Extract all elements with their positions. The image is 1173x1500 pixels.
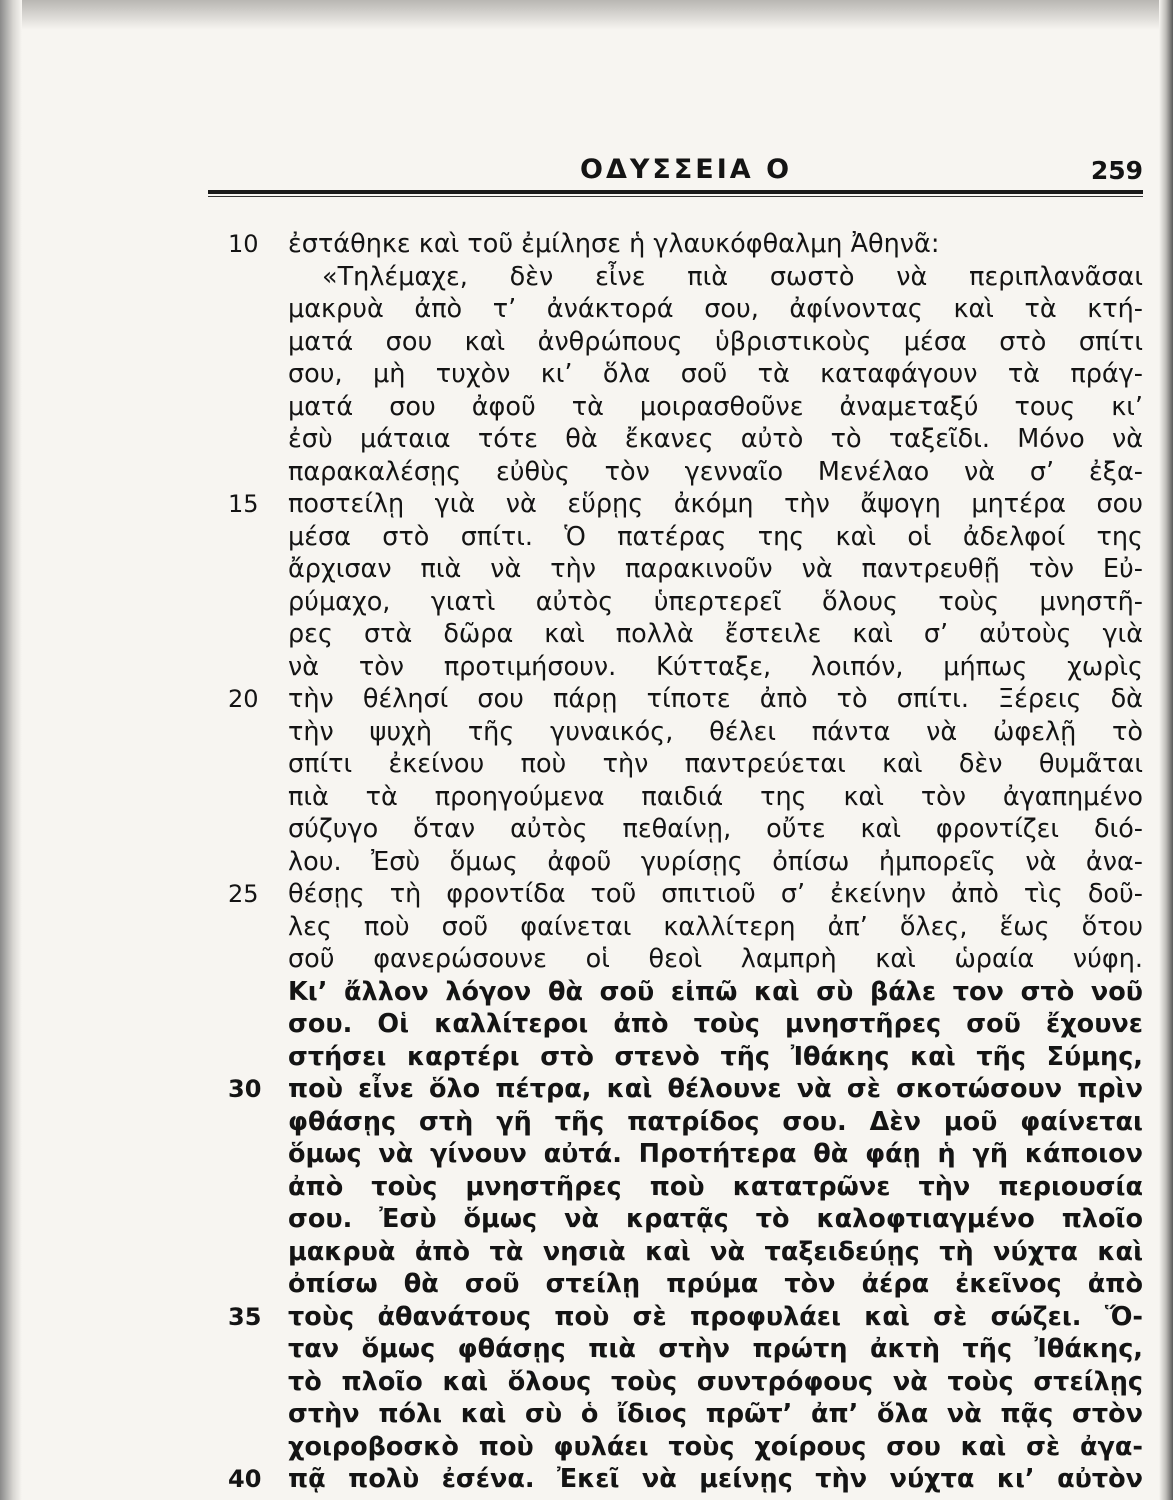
line-text: Κι’ ἄλλον λόγον θὰ σοῦ εἰπῶ καὶ σὺ βάλε τον στὸ νοῦ bbox=[288, 976, 1143, 1007]
line-text: ποστείλῃ γιὰ νὰ εὕρῃς ἀκόμη τὴν ἄψογη μητέρα σου bbox=[288, 489, 1143, 519]
text-line bbox=[0, 618, 1173, 651]
line-text: ἀπὸ τοὺς μνηστῆρες ποὺ κατατρῶνε τὴν περιουσία bbox=[288, 1171, 1143, 1202]
line-text: ταν ὅμως φθάσῃς πιὰ στὴν πρώτη ἀκτὴ τῆς Ἰθάκης, bbox=[288, 1334, 1143, 1364]
header-rule-thin bbox=[208, 196, 1143, 197]
line-text: μακρυὰ ἀπὸ τ’ ἀνάκτορά σου, ἀφίνοντας καὶ τὰ κτή- bbox=[288, 294, 1143, 324]
line-number: 15 bbox=[228, 490, 259, 518]
page-top-shadow bbox=[0, 0, 1173, 30]
line-text: πιὰ τὰ προηγούμενα παιδιά της καὶ τὸν ἀγαπημένο bbox=[288, 781, 1143, 812]
line-text: ματά σου καὶ ἀνθρώπους ὑβριστικοὺς μέσα στὸ σπίτι bbox=[288, 326, 1143, 357]
text-line bbox=[0, 813, 1173, 846]
verse-text bbox=[0, 228, 1173, 1496]
text-line bbox=[0, 1301, 1173, 1334]
text-line bbox=[0, 1333, 1173, 1366]
text-line bbox=[0, 1268, 1173, 1301]
line-number: 10 bbox=[228, 230, 259, 258]
text-line bbox=[0, 521, 1173, 554]
text-line bbox=[0, 976, 1173, 1009]
line-text: τὴν θέλησί σου πάρῃ τίποτε ἀπὸ τὸ σπίτι. Ξέρεις δὰ bbox=[288, 684, 1143, 714]
line-text: νὰ τὸν προτιμήσουν. Κύτταξε, λοιπόν, μήπως χωρὶς bbox=[288, 651, 1143, 682]
line-text: μέσα στὸ σπίτι. Ὁ πατέρας της καὶ οἱ ἀδελφοί της bbox=[288, 521, 1143, 552]
line-text: ρες στὰ δῶρα καὶ πολλὰ ἔστειλε καὶ σ’ αὐτοὺς γιὰ bbox=[288, 619, 1143, 649]
line-number: 30 bbox=[228, 1075, 262, 1103]
line-text: σύζυγο ὅταν αὐτὸς πεθαίνῃ, οὔτε καὶ φροντίζει διό- bbox=[288, 814, 1143, 844]
text-line bbox=[0, 911, 1173, 944]
line-text: σου, μὴ τυχὸν κι’ ὅλα σοῦ τὰ καταφάγουν τὰ πράγ- bbox=[288, 359, 1143, 389]
text-line bbox=[0, 553, 1173, 586]
line-text: ὀπίσω θὰ σοῦ στείλῃ πρύμα τὸν ἀέρα ἐκεῖνος ἀπὸ bbox=[288, 1269, 1143, 1299]
line-text: χοιροβοσκὸ ποὺ φυλάει τοὺς χοίρους σου καὶ σὲ ἀγα- bbox=[288, 1431, 1143, 1462]
text-line bbox=[0, 1236, 1173, 1269]
page-number: 259 bbox=[1090, 156, 1143, 185]
line-text: ἐστάθηκε καὶ τοῦ ἐμίλησε ἡ γλαυκόφθαλμη Ἀθηνᾶ: bbox=[288, 229, 940, 259]
running-title: ΟΔΥΣΣΕΙΑ Ο bbox=[580, 154, 793, 185]
line-text: ματά σου ἀφοῦ τὰ μοιρασθοῦνε ἀναμεταξύ τους κι’ bbox=[288, 391, 1143, 422]
text-line bbox=[0, 326, 1173, 359]
text-line bbox=[0, 716, 1173, 749]
line-number: 25 bbox=[228, 880, 259, 908]
text-line bbox=[0, 1398, 1173, 1431]
text-line bbox=[0, 488, 1173, 521]
text-line bbox=[0, 586, 1173, 619]
line-text: ποὺ εἶνε ὅλο πέτρα, καὶ θέλουνε νὰ σὲ σκοτώσουν πρὶν bbox=[288, 1074, 1143, 1104]
line-text: τοὺς ἀθανάτους ποὺ σὲ προφυλάει καὶ σὲ σώζει. Ὅ- bbox=[288, 1301, 1143, 1332]
line-text: τὴν ψυχὴ τῆς γυναικός, θέλει πάντα νὰ ὠφελῇ τὸ bbox=[288, 716, 1143, 747]
line-number: 20 bbox=[228, 685, 259, 713]
text-line bbox=[0, 943, 1173, 976]
line-text: τὸ πλοῖο καὶ ὅλους τοὺς συντρόφους νὰ τοὺς στείλῃς bbox=[288, 1366, 1143, 1397]
text-line bbox=[0, 423, 1173, 456]
line-text: θέσῃς τὴ φροντίδα τοῦ σπιτιοῦ σ’ ἐκείνην ἀπὸ τὶς δοῦ- bbox=[288, 879, 1143, 909]
text-line bbox=[0, 293, 1173, 326]
page-header bbox=[208, 150, 1143, 190]
text-line bbox=[0, 1073, 1173, 1106]
text-line bbox=[0, 748, 1173, 781]
text-line bbox=[0, 391, 1173, 424]
text-line bbox=[0, 456, 1173, 489]
line-text: σου. Οἱ καλλίτεροι ἀπὸ τοὺς μνηστῆρες σοῦ ἔχουνε bbox=[288, 1009, 1143, 1039]
line-text: παρακαλέσῃς εὐθὺς τὸν γενναῖο Μενέλαο νὰ σ’ ἐξα- bbox=[288, 456, 1143, 487]
text-line bbox=[0, 1138, 1173, 1171]
text-line bbox=[0, 1463, 1173, 1496]
line-text: μακρυὰ ἀπὸ τὰ νησιὰ καὶ νὰ ταξειδεύῃς τὴ νύχτα καὶ bbox=[288, 1236, 1143, 1267]
text-line bbox=[0, 261, 1173, 294]
line-text: φθάσῃς στὴ γῆ τῆς πατρίδος σου. Δὲν μοῦ φαίνεται bbox=[288, 1106, 1143, 1137]
text-line bbox=[0, 228, 1173, 261]
text-line bbox=[0, 1041, 1173, 1074]
line-text: λες ποὺ σοῦ φαίνεται καλλίτερη ἀπ’ ὅλες, ἕως ὅτου bbox=[288, 911, 1143, 942]
text-line bbox=[0, 1008, 1173, 1041]
text-line bbox=[0, 683, 1173, 716]
line-number: 35 bbox=[228, 1302, 262, 1331]
line-text: ρύμαχο, γιατὶ αὐτὸς ὑπερτερεῖ ὅλους τοὺς μνηστῆ- bbox=[288, 586, 1143, 617]
line-text: σοῦ φανερώσουνε οἱ θεοὶ λαμπρὴ καὶ ὡραία νύφη. bbox=[288, 944, 1143, 974]
line-text: στήσει καρτέρι στὸ στενὸ τῆς Ἰθάκης καὶ τῆς Σύμης, bbox=[288, 1041, 1143, 1072]
text-line bbox=[0, 846, 1173, 879]
line-text: πᾷ πολὺ ἐσένα. Ἐκεῖ νὰ μείνῃς τὴν νύχτα κι’ αὐτὸν bbox=[288, 1464, 1143, 1494]
line-text: ὅμως νὰ γίνουν αὐτά. Προτήτερα θὰ φάῃ ἡ γῆ κάποιον bbox=[288, 1139, 1143, 1169]
line-text: «Τηλέμαχε, δὲν εἶνε πιὰ σωστὸ νὰ περιπλανᾶσαι bbox=[322, 261, 1143, 292]
line-text: στὴν πόλι καὶ σὺ ὁ ἴδιος πρῶτ’ ἀπ’ ὅλα νὰ πᾷς στὸν bbox=[288, 1399, 1143, 1429]
line-text: ἄρχισαν πιὰ νὰ τὴν παρακινοῦν νὰ παντρευθῇ τὸν Εὐ- bbox=[288, 554, 1143, 584]
text-line bbox=[0, 1431, 1173, 1464]
text-line bbox=[0, 1106, 1173, 1139]
line-number: 40 bbox=[228, 1465, 262, 1493]
line-text: σπίτι ἐκείνου ποὺ τὴν παντρεύεται καὶ δὲν θυμᾶται bbox=[288, 749, 1143, 779]
header-rule bbox=[208, 190, 1143, 194]
text-line bbox=[0, 358, 1173, 391]
text-line bbox=[0, 651, 1173, 684]
text-line bbox=[0, 1203, 1173, 1236]
text-line bbox=[0, 878, 1173, 911]
line-text: ἐσὺ μάταια τότε θὰ ἔκανες αὐτὸ τὸ ταξεῖδι. Μόνο νὰ bbox=[288, 424, 1143, 454]
text-line bbox=[0, 1366, 1173, 1399]
line-text: σου. Ἐσὺ ὅμως νὰ κρατᾷς τὸ καλοφτιαγμένο πλοῖο bbox=[288, 1204, 1143, 1234]
line-text: λου. Ἐσὺ ὅμως ἀφοῦ γυρίσῃς ὀπίσω ἠμπορεῖς νὰ ἀνα- bbox=[288, 846, 1143, 877]
text-line bbox=[0, 781, 1173, 814]
text-line bbox=[0, 1171, 1173, 1204]
